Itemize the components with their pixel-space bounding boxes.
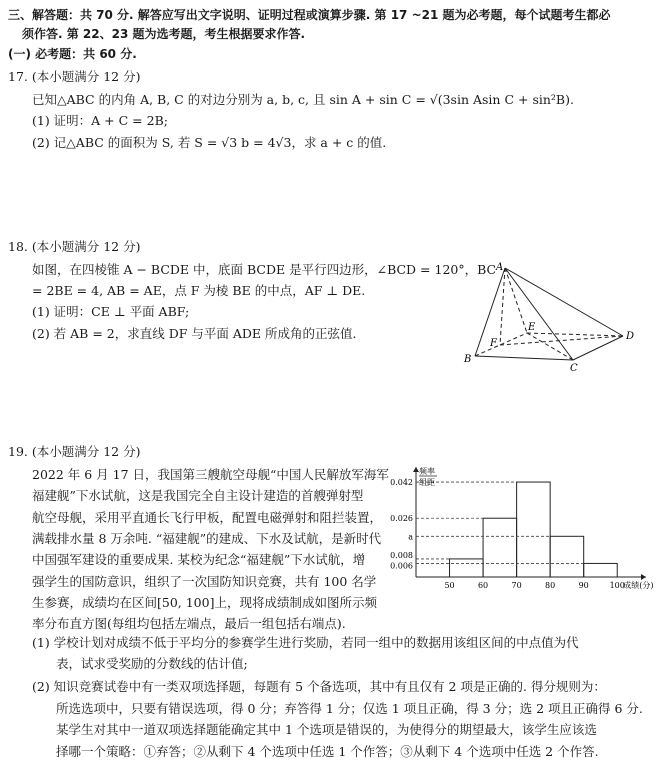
frequency-histogram — [390, 465, 662, 605]
vertex-label-e: E — [528, 322, 536, 333]
q19-statement-line: 率分布直方图(每组均包括左端点，最后一组包括右端点). — [32, 616, 346, 632]
q19-statement-line: 2022 年 6 月 17 日，我国第三艘航空母舰“中国人民解放军海军 — [32, 467, 389, 482]
y-tick-label: 0.006 — [390, 561, 413, 571]
q19-part2-line: 择哪一个策略：①弃答；②从剩下 4 个选项中任选 1 个作答；③从剩下 4 个选项中任选 2 个作答. — [56, 743, 599, 759]
x-tick-label: 70 — [511, 581, 522, 590]
histogram-bar — [517, 482, 551, 577]
q19-statement-line: 中国强军建设的重要成果. 某校为纪念“福建舰”下水试航，增 — [32, 552, 366, 568]
x-tick-label: 50 — [444, 581, 455, 590]
q19-statement-line: 生参赛，成绩均在区间[50, 100]上，现将成绩制成如图所示频 — [32, 594, 377, 610]
section-heading: 三、解答题：共 70 分. 解答应写出文字说明、证明过程或演算步骤. 第 17 ~21 题为必考题，每个试题考生都必 — [8, 8, 611, 22]
q18-statement-line1: 如图，在四棱锥 A − BCDE 中，底面 BCDE 是平行四边形，∠BCD = 120°，BC — [32, 262, 497, 277]
vertex-label-c: C — [570, 363, 578, 374]
vertex-label-a: A — [496, 262, 504, 273]
y-tick-label: a — [408, 532, 413, 542]
q17-part1: (1) 证明：A + C = 2B; — [32, 113, 168, 128]
vertex-label-f: F — [490, 338, 497, 349]
q18-part1: (1) 证明：CE ⊥ 平面 ABF; — [32, 304, 190, 319]
q17-title: 17. (本小题满分 12 分) — [8, 69, 141, 84]
section-heading-continued: 须作答. 第 22、23 题为选考题，考生根据要求作答. — [22, 27, 306, 41]
histogram-bar — [483, 518, 517, 577]
vertex-label-d: D — [626, 331, 635, 342]
q17-part2: (2) 记△ABC 的面积为 S, 若 S = √3 b = 4√3，求 a + c 的值. — [32, 135, 387, 150]
y-axis-label-top: 频率 — [419, 467, 435, 476]
q19-part1-line2: 表，试求受奖励的分数线的估计值; — [56, 656, 248, 671]
x-axis-label: 成绩(分) — [623, 581, 654, 590]
x-tick-label: 80 — [545, 581, 556, 590]
x-axis-arrow — [641, 574, 646, 580]
vertex-label-b: B — [464, 354, 472, 365]
q19-part2-line: (2) 知识竞赛试卷中有一类双项选择题，每题有 5 个备选项，其中有且仅有 2 项是正确的. 得分规则为： — [32, 679, 606, 694]
x-tick-label: 60 — [477, 581, 489, 590]
y-tick-label: 0.026 — [390, 514, 413, 524]
part-heading: (一) 必考题：共 60 分. — [8, 47, 137, 61]
x-tick-label: 90 — [578, 581, 589, 590]
q19-part2-line: 所选选项中，只要有错误选项，得 0 分；弃答得 1 分；仅选 1 项且正确，得 3 分；选 2 项且正确得 6 分. — [56, 700, 643, 716]
pyramid-figure — [455, 258, 640, 373]
q19-title: 19. (本小题满分 12 分) — [8, 444, 141, 459]
q19-part1-line1: (1) 学校计划对成绩不低于平均分的参赛学生进行奖励，若同一组中的数据用该组区间的中点值为代 — [32, 635, 579, 650]
histogram-bar — [550, 536, 584, 577]
q18-statement-line2: = 2BE = 4, AB = AE，点 F 为棱 BE 的中点，AF ⊥ DE. — [32, 283, 366, 298]
q19-part2-line: 某学生对其中一道双项选择题能确定其中 1 个选项是错误的，为使得分的期望最大，该学生应该选 — [56, 722, 597, 737]
q19-statement-line: 强学生的国防意识，组织了一次国防知识竞赛，共有 100 名学 — [32, 573, 377, 589]
histogram-bar — [584, 563, 618, 577]
q19-statement-line: 航空母舰，采用平直通长飞行甲板，配置电磁弹射和阻拦装置， — [32, 509, 383, 525]
y-tick-label: 0.008 — [390, 550, 413, 560]
q17-statement: 已知△ABC 的内角 A, B, C 的对边分别为 a, b, c, 且 sin A + sin C = √(3sin Asin C + sin²B). — [32, 92, 574, 107]
x-tick-label: 100 — [609, 581, 625, 590]
y-axis-label-bottom: 组距 — [419, 478, 435, 487]
q19-statement-line: 满载排水量 8 万余吨. “福建舰”的建成、下水及试航，是新时代 — [32, 530, 382, 546]
q18-part2: (2) 若 AB = 2，求直线 DF 与平面 ADE 所成角的正弦值. — [32, 326, 357, 341]
q19-statement-line: 福建舰”下水试航，这是我国完全自主设计建造的首艘弹射型 — [32, 488, 364, 504]
histogram-bar — [450, 559, 484, 577]
y-tick-label: 0.042 — [390, 478, 413, 488]
q18-title: 18. (本小题满分 12 分) — [8, 239, 141, 254]
